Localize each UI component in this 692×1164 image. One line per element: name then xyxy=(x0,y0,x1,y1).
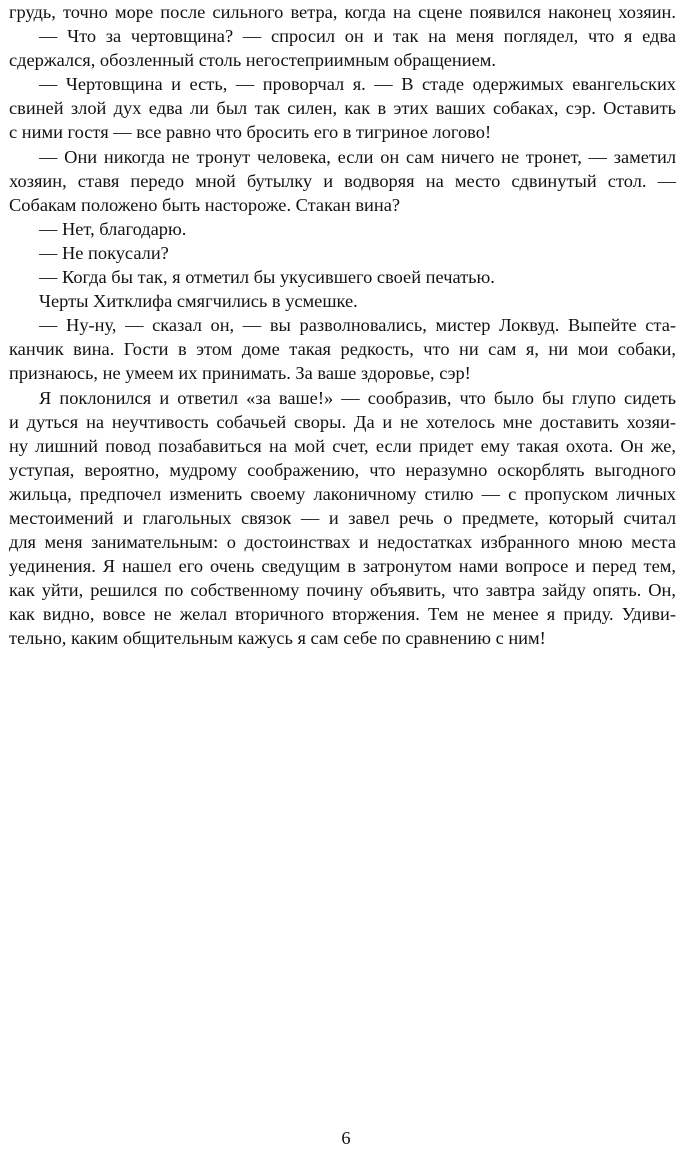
text-line-27: тельно, каким общительным кажусь я сам себе по сравнению с ним! xyxy=(9,628,546,649)
text-line-26: как видно, вовсе не желал вторичного вторжения. Тем не менее я приду. Удиви- xyxy=(9,604,676,625)
text-line-1: грудь, точно море после сильного ветра, когда на сцене появился наконец хозяин. xyxy=(9,2,676,22)
text-line-12: — Когда бы так, я отметил бы укусившего своей печатью. xyxy=(39,267,495,288)
text-line-3: сдержался, обозленный столь негостеприимным обращением. xyxy=(9,50,497,71)
text-line-22: местоимений и глагольных связок — и завел речь о предмете, который считал xyxy=(9,507,676,528)
text-line-8: хозяин, ставя передо мной бутылку и водворяя на место сдвинутый стол. — xyxy=(9,170,676,191)
text-line-11: — Не покусали? xyxy=(39,242,169,263)
text-line-25: как уйти, решился по собственному почину объявить, что завтра зайду опять. Он, xyxy=(9,580,676,601)
text-line-23: для меня занимательным: о достоинствах и недостатках избранного мною места xyxy=(9,532,676,553)
page-text xyxy=(9,0,676,651)
text-line-17: Я поклонился и ответил «за ваше!» — сообразив, что было бы глупо сидеть xyxy=(39,387,676,408)
text-line-13: Черты Хитклифа смягчились в усмешке. xyxy=(39,291,358,312)
text-line-24: уединения. Я нашел его очень сведущим в затронутом нами вопросе и перед тем, xyxy=(9,556,676,577)
text-line-16: признаюсь, не умеем их принимать. За ваше здоровье, сэр! xyxy=(9,363,471,384)
text-line-18: и дуться на неучтивость собачьей своры. Да и не хотелось мне доставить хозяи- xyxy=(9,411,676,432)
text-line-20: уступая, вероятно, мудрому соображению, что неразумно оскорблять выгодного xyxy=(9,459,676,480)
text-line-19: ну лишний повод позабавиться на мой счет, если придет ему такая охота. Он же, xyxy=(9,435,676,456)
text-line-10: — Нет, благодарю. xyxy=(39,218,187,239)
text-line-6: с ними гостя — все равно что бросить его в тигриное логово! xyxy=(9,122,492,143)
text-line-4: — Чертовщина и есть, — проворчал я. — В стаде одержимых евангельских xyxy=(39,74,676,95)
page-number: 6 xyxy=(341,1128,351,1148)
text-line-15: канчик вина. Гости в этом доме такая редкость, что ни сам я, ни мои собаки, xyxy=(9,339,676,360)
text-line-14: — Ну-ну, — сказал он, — вы разволновались, мистер Локвуд. Выпейте ста- xyxy=(39,315,676,336)
text-line-2: — Что за чертовщина? — спросил он и так на меня поглядел, что я едва xyxy=(39,26,676,47)
text-line-9: Собакам положено быть настороже. Стакан вина? xyxy=(9,194,401,215)
text-line-7: — Они никогда не тронут человека, если он сам ничего не тронет, — заметил xyxy=(39,146,676,167)
text-line-21: жильца, предпочел изменить своему лаконичному стилю — с пропуском личных xyxy=(9,483,676,504)
text-line-5: свиней злой дух едва ли был так силен, как в этих ваших собаках, сэр. Оставить xyxy=(9,98,676,119)
